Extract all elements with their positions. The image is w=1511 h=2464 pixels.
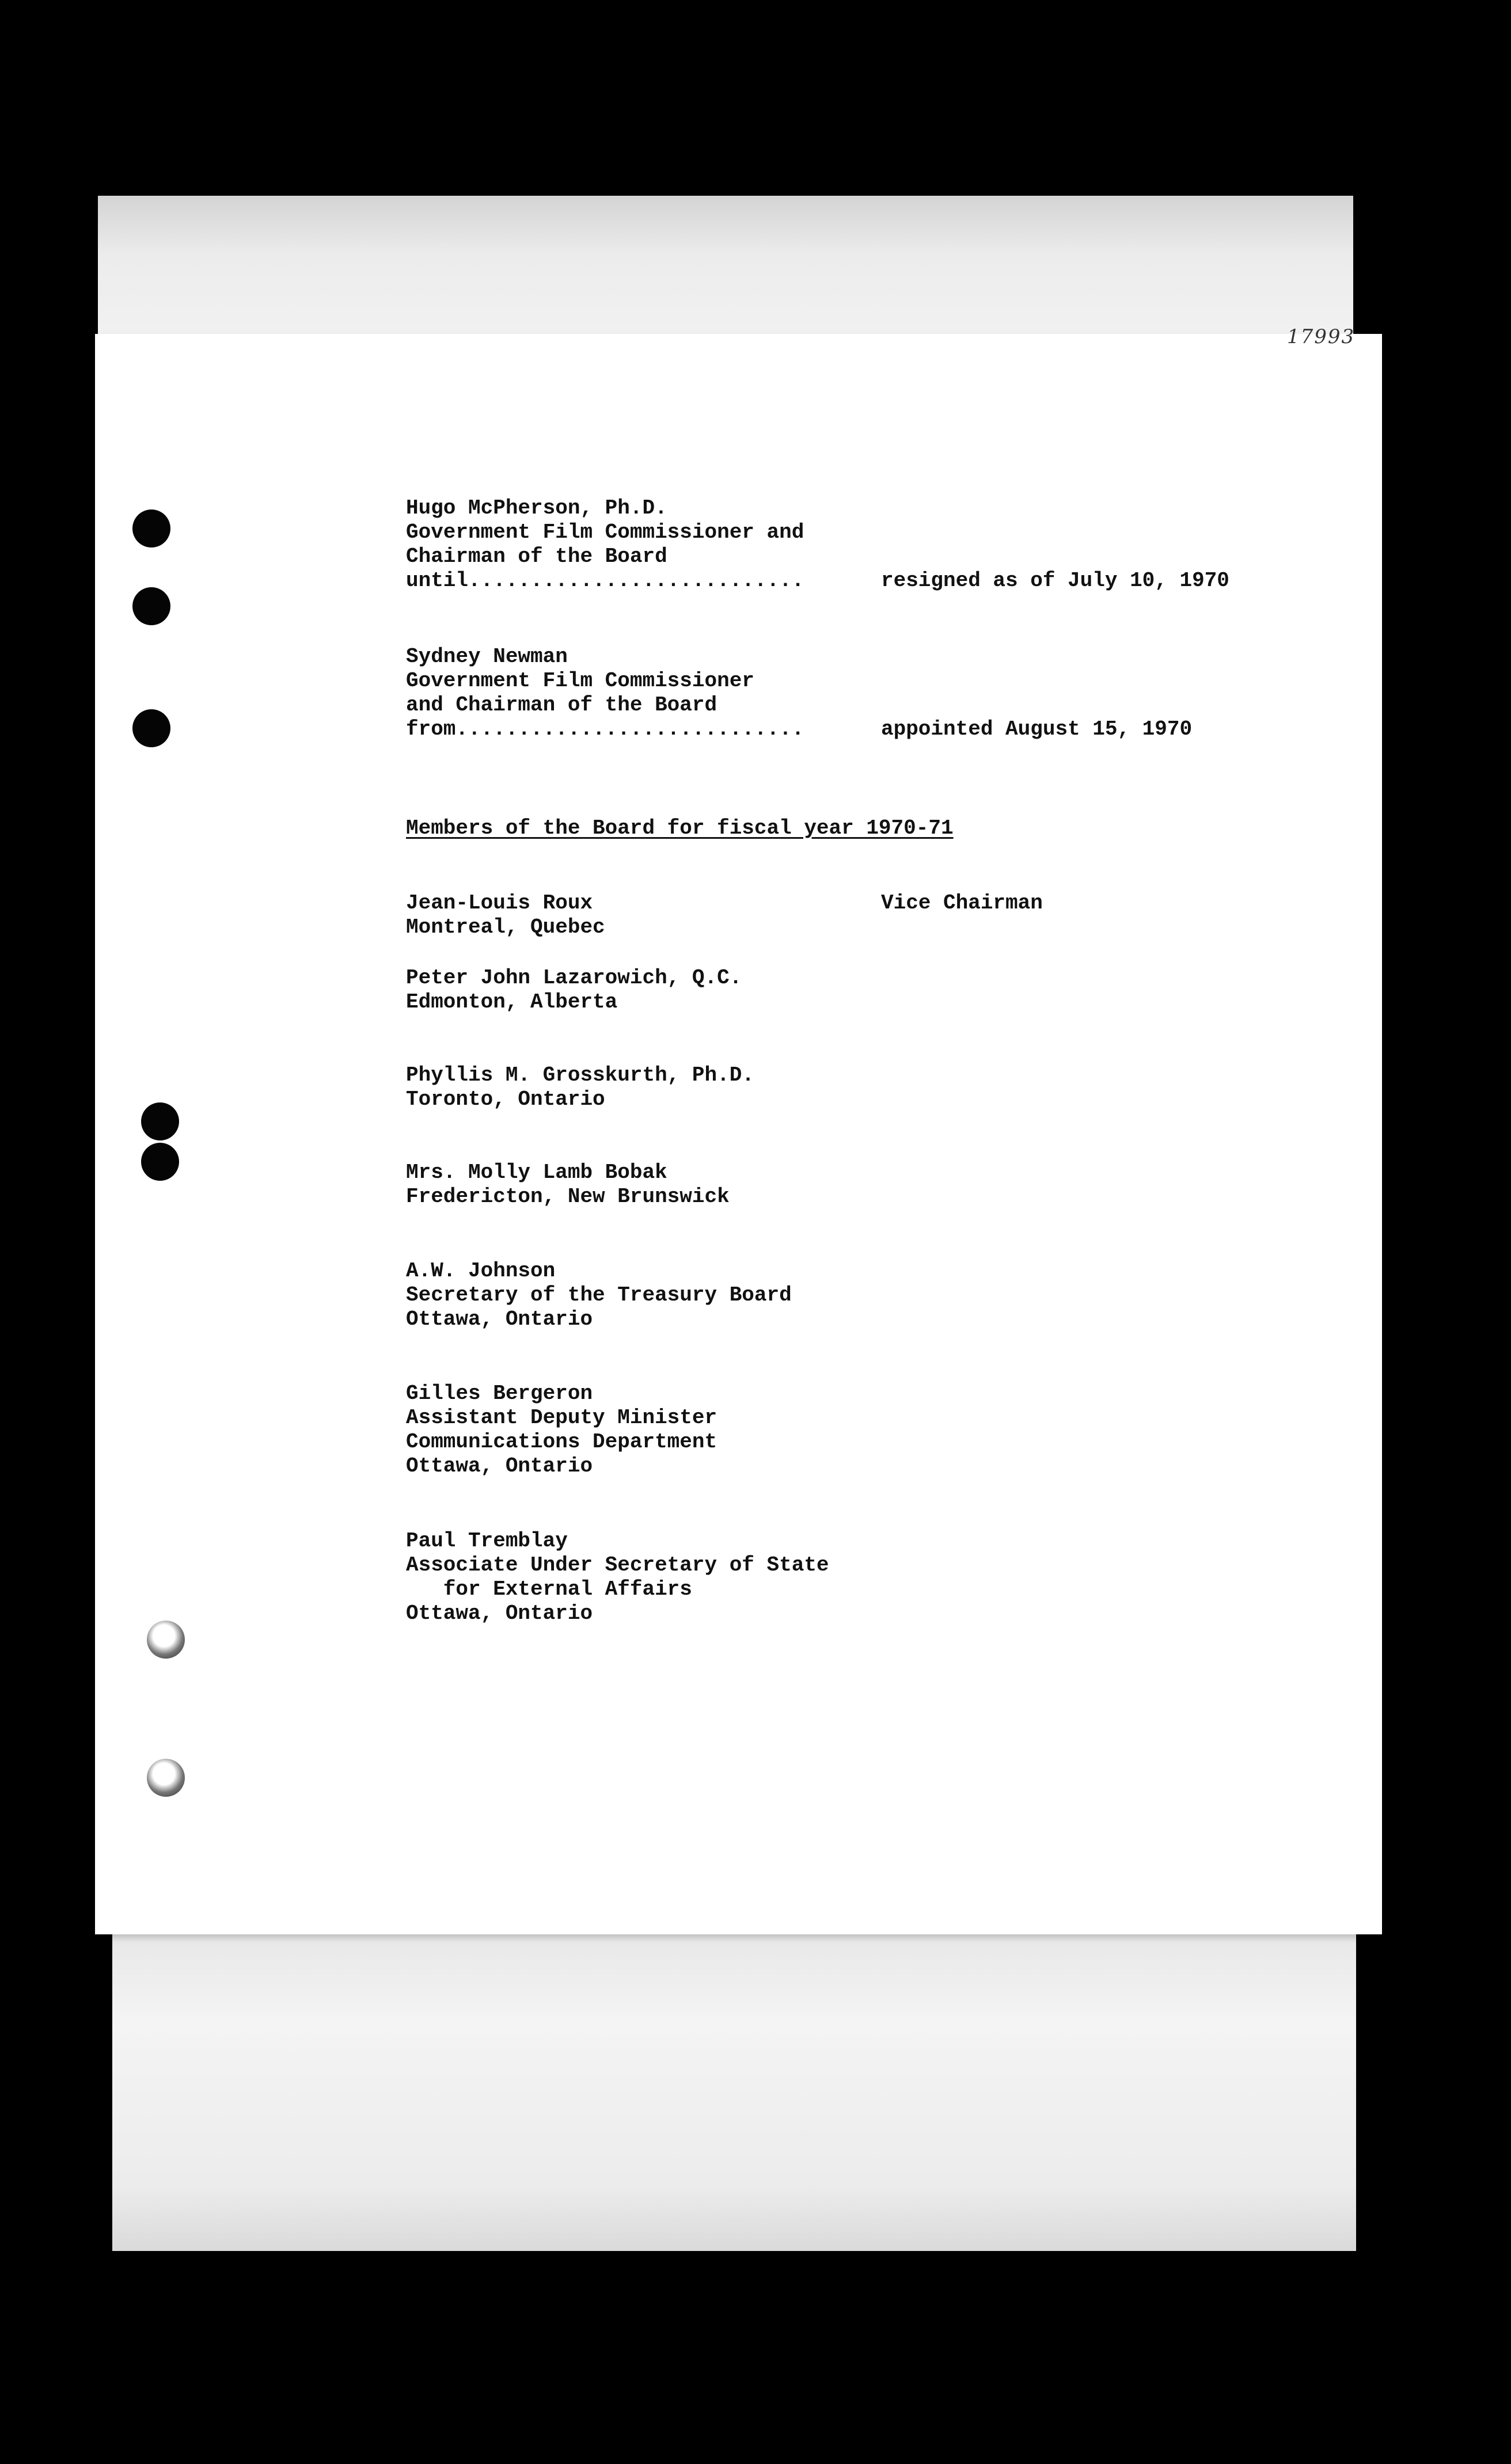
punch-hole-icon [141,1102,179,1140]
member-2-line-2: Edmonton, Alberta [406,990,618,1014]
commissioner-1-line-2: Government Film Commissioner and [406,520,804,544]
commissioner-2-line-2: Government Film Commissioner [406,669,754,693]
member-1-role: Vice Chairman [881,891,1043,915]
back-sheet-top-edge [98,196,1353,345]
commissioner-1-note: resigned as of July 10, 1970 [881,569,1229,592]
member-2-line-1: Peter John Lazarowich, Q.C. [406,966,742,990]
punch-hole-icon [147,1621,185,1659]
member-7-line-4: Ottawa, Ontario [406,1602,593,1625]
archive-number: 17993 [1287,325,1356,348]
commissioner-2-line-1: Sydney Newman [406,645,568,668]
commissioner-2-line-4: from............................ [406,717,804,741]
members-heading: Members of the Board for fiscal year 1970-71 [406,816,954,840]
member-3-line-2: Toronto, Ontario [406,1087,605,1111]
member-7-line-2: Associate Under Secretary of State [406,1553,829,1577]
member-5-line-2: Secretary of the Treasury Board [406,1283,792,1307]
punch-hole-icon [141,1143,179,1181]
commissioner-1-line-4: until........................... [406,569,804,592]
commissioner-1-line-1: Hugo McPherson, Ph.D. [406,496,667,520]
punch-hole-icon [132,587,170,625]
member-6-line-3: Communications Department [406,1430,717,1454]
member-7-line-3: for External Affairs [406,1577,692,1601]
commissioner-2-line-3: and Chairman of the Board [406,693,717,717]
member-5-line-1: A.W. Johnson [406,1259,556,1283]
member-4-line-1: Mrs. Molly Lamb Bobak [406,1161,667,1184]
member-1-line-2: Montreal, Quebec [406,915,605,939]
commissioner-2-note: appointed August 15, 1970 [881,717,1193,741]
punch-hole-icon [147,1759,185,1797]
punch-hole-icon [132,509,170,547]
member-6-line-4: Ottawa, Ontario [406,1454,593,1478]
punch-hole-icon [132,709,170,747]
member-3-line-1: Phyllis M. Grosskurth, Ph.D. [406,1063,754,1087]
member-1-line-1: Jean-Louis Roux [406,891,593,915]
member-6-line-2: Assistant Deputy Minister [406,1406,717,1429]
member-7-line-1: Paul Tremblay [406,1529,568,1553]
member-4-line-2: Fredericton, New Brunswick [406,1185,730,1208]
member-5-line-3: Ottawa, Ontario [406,1307,593,1331]
back-sheet-bottom-edge [112,1923,1356,2251]
member-6-line-1: Gilles Bergeron [406,1382,593,1405]
commissioner-1-line-3: Chairman of the Board [406,545,667,568]
